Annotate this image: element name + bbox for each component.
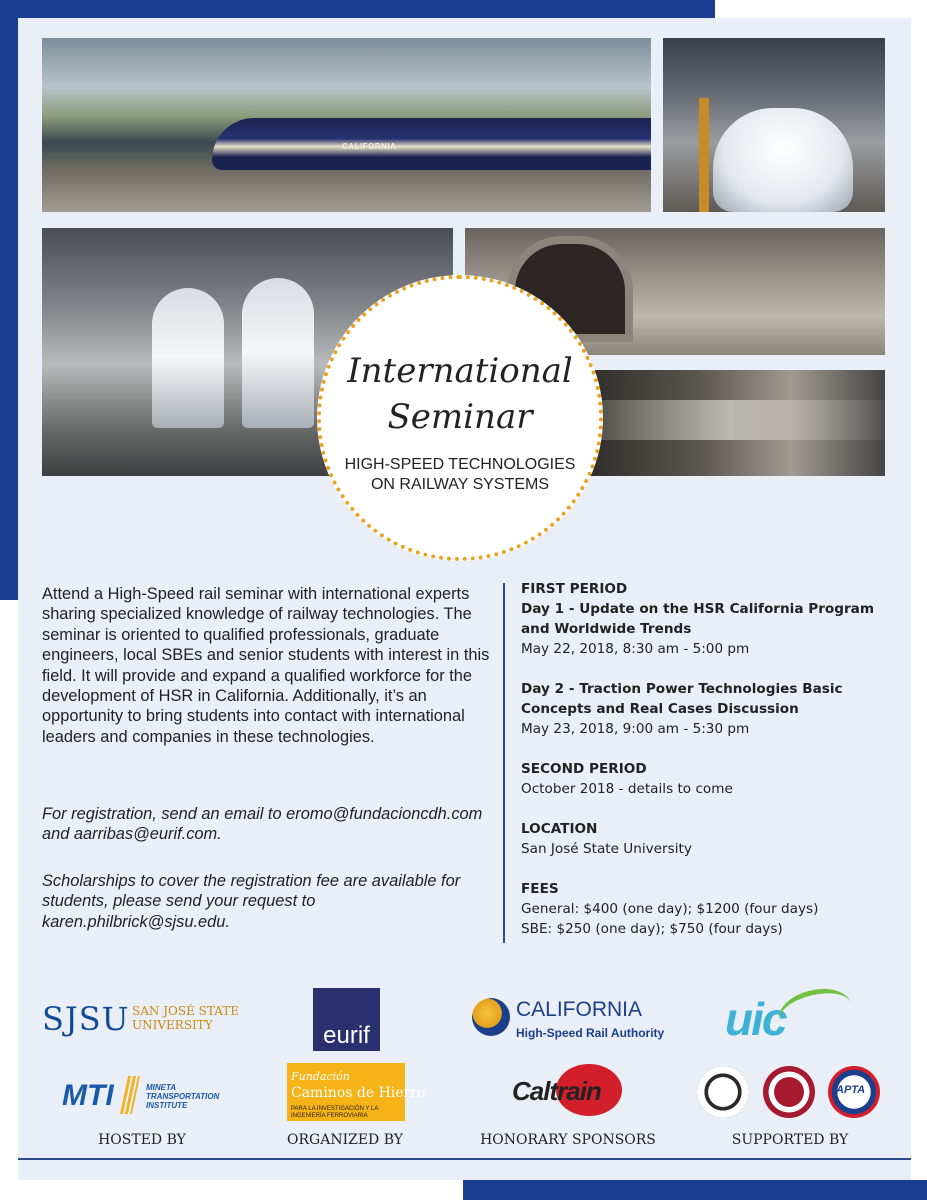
fees-general: General: $400 (one day); $1200 (four days) <box>521 901 819 917</box>
train-left <box>152 288 224 428</box>
subtitle-line-2: ON RAILWAY SYSTEMS <box>370 476 550 493</box>
sfcta-seal-icon <box>697 1066 749 1118</box>
train-nose <box>713 108 853 212</box>
fees <box>521 879 891 939</box>
fees-heading: FEES <box>521 881 559 897</box>
caption-honorary-sponsors: HONORARY SPONSORS <box>480 1132 656 1148</box>
subtitle-line-1: HIGH-SPEED TECHNOLOGIES <box>344 456 576 473</box>
eurif-logo: eurif <box>313 988 380 1051</box>
mti-logo-sub: MINETA TRANSPORTATION INSTITUTE <box>146 1083 220 1110</box>
train-body <box>212 118 651 170</box>
title-badge <box>317 275 603 561</box>
apta-seal-icon <box>828 1066 880 1118</box>
motion-blur <box>575 400 885 440</box>
title-line-1: International <box>347 351 573 391</box>
intro-paragraph: Attend a High-Speed rail seminar with international experts sharing specialized knowledge of railway technologies. The seminar is oriented to qualified professionals, graduate engineers, local SBEs and senior students with interest in this field. It will provide and expand a qualified workforce for the development of HSR in California. Additionally, it’s an opportunity to bring students into contact with international leaders and companies in these technologies. <box>42 585 490 746</box>
location-value: San José State University <box>521 841 692 857</box>
fees-sbe: SBE: $250 (one day); $750 (four days) <box>521 921 783 937</box>
location <box>521 819 891 859</box>
cahsr-logo: CALIFORNIA <box>516 998 643 1021</box>
second-period-value: October 2018 - details to come <box>521 781 733 797</box>
second-period-heading: SECOND PERIOD <box>521 761 647 777</box>
train-label: CALIFORNIA <box>342 142 397 151</box>
platform-stripe <box>699 98 709 212</box>
day1-time: May 22, 2018, 8:30 am - 5:00 pm <box>521 641 750 657</box>
photo-motion-blur-train <box>575 370 885 476</box>
cahsr-emblem-icon <box>472 998 510 1036</box>
caption-supported-by: SUPPORTED BY <box>731 1132 849 1148</box>
cahsr-logo-sub: High-Speed Rail Authority <box>516 1026 665 1040</box>
day2-block <box>521 679 891 739</box>
sjsu-logo-sub: SAN JOSÉ STATE UNIVERSITY <box>132 1004 239 1032</box>
stanford-seal-icon <box>763 1066 815 1118</box>
location-heading: LOCATION <box>521 821 598 837</box>
day2-title: Day 2 - Traction Power Technologies Basic Concepts and Real Cases Discussion <box>521 681 843 717</box>
footer-rule <box>18 1158 911 1160</box>
day1-title: Day 1 - Update on the HSR California Program and Worldwide Trends <box>521 601 875 637</box>
title-line-2: Seminar <box>387 397 533 437</box>
corner-band-bottom-right <box>463 1180 927 1200</box>
scholarship-note: Scholarships to cover the registration fee are available for students, please send your request to karen.philbrick@sjsu.edu. <box>42 872 461 931</box>
fcdh-logo-line-2: Caminos de Hierro <box>291 1085 426 1101</box>
apta-logo-text: APTA <box>836 1084 866 1096</box>
column-divider <box>503 583 505 943</box>
train-right <box>242 278 314 428</box>
photo-high-speed-train-station <box>663 38 885 212</box>
day2-time: May 23, 2018, 9:00 am - 5:30 pm <box>521 721 750 737</box>
photo-hsr-train-moving <box>42 38 651 212</box>
mti-logo: MTI <box>62 1079 114 1112</box>
first-period <box>521 579 891 659</box>
caption-hosted-by: HOSTED BY <box>98 1132 186 1148</box>
second-period <box>521 759 891 799</box>
registration-note: For registration, send an email to eromo@fundacioncdh.com and aarribas@eurif.com. <box>42 805 483 844</box>
fcdh-logo-line-1: Fundación <box>291 1070 350 1083</box>
uic-logo: uic <box>725 993 786 1045</box>
caption-organized-by: ORGANIZED BY <box>287 1132 403 1148</box>
first-period-heading: FIRST PERIOD <box>521 581 628 597</box>
caltrain-logo: Caltrain <box>512 1076 601 1106</box>
fcdh-logo-line-3: PARA LA INVESTIGACIÓN Y LA INGENIERÍA FERROVIARIA <box>291 1106 379 1119</box>
sjsu-logo: SJSU <box>42 1000 130 1038</box>
